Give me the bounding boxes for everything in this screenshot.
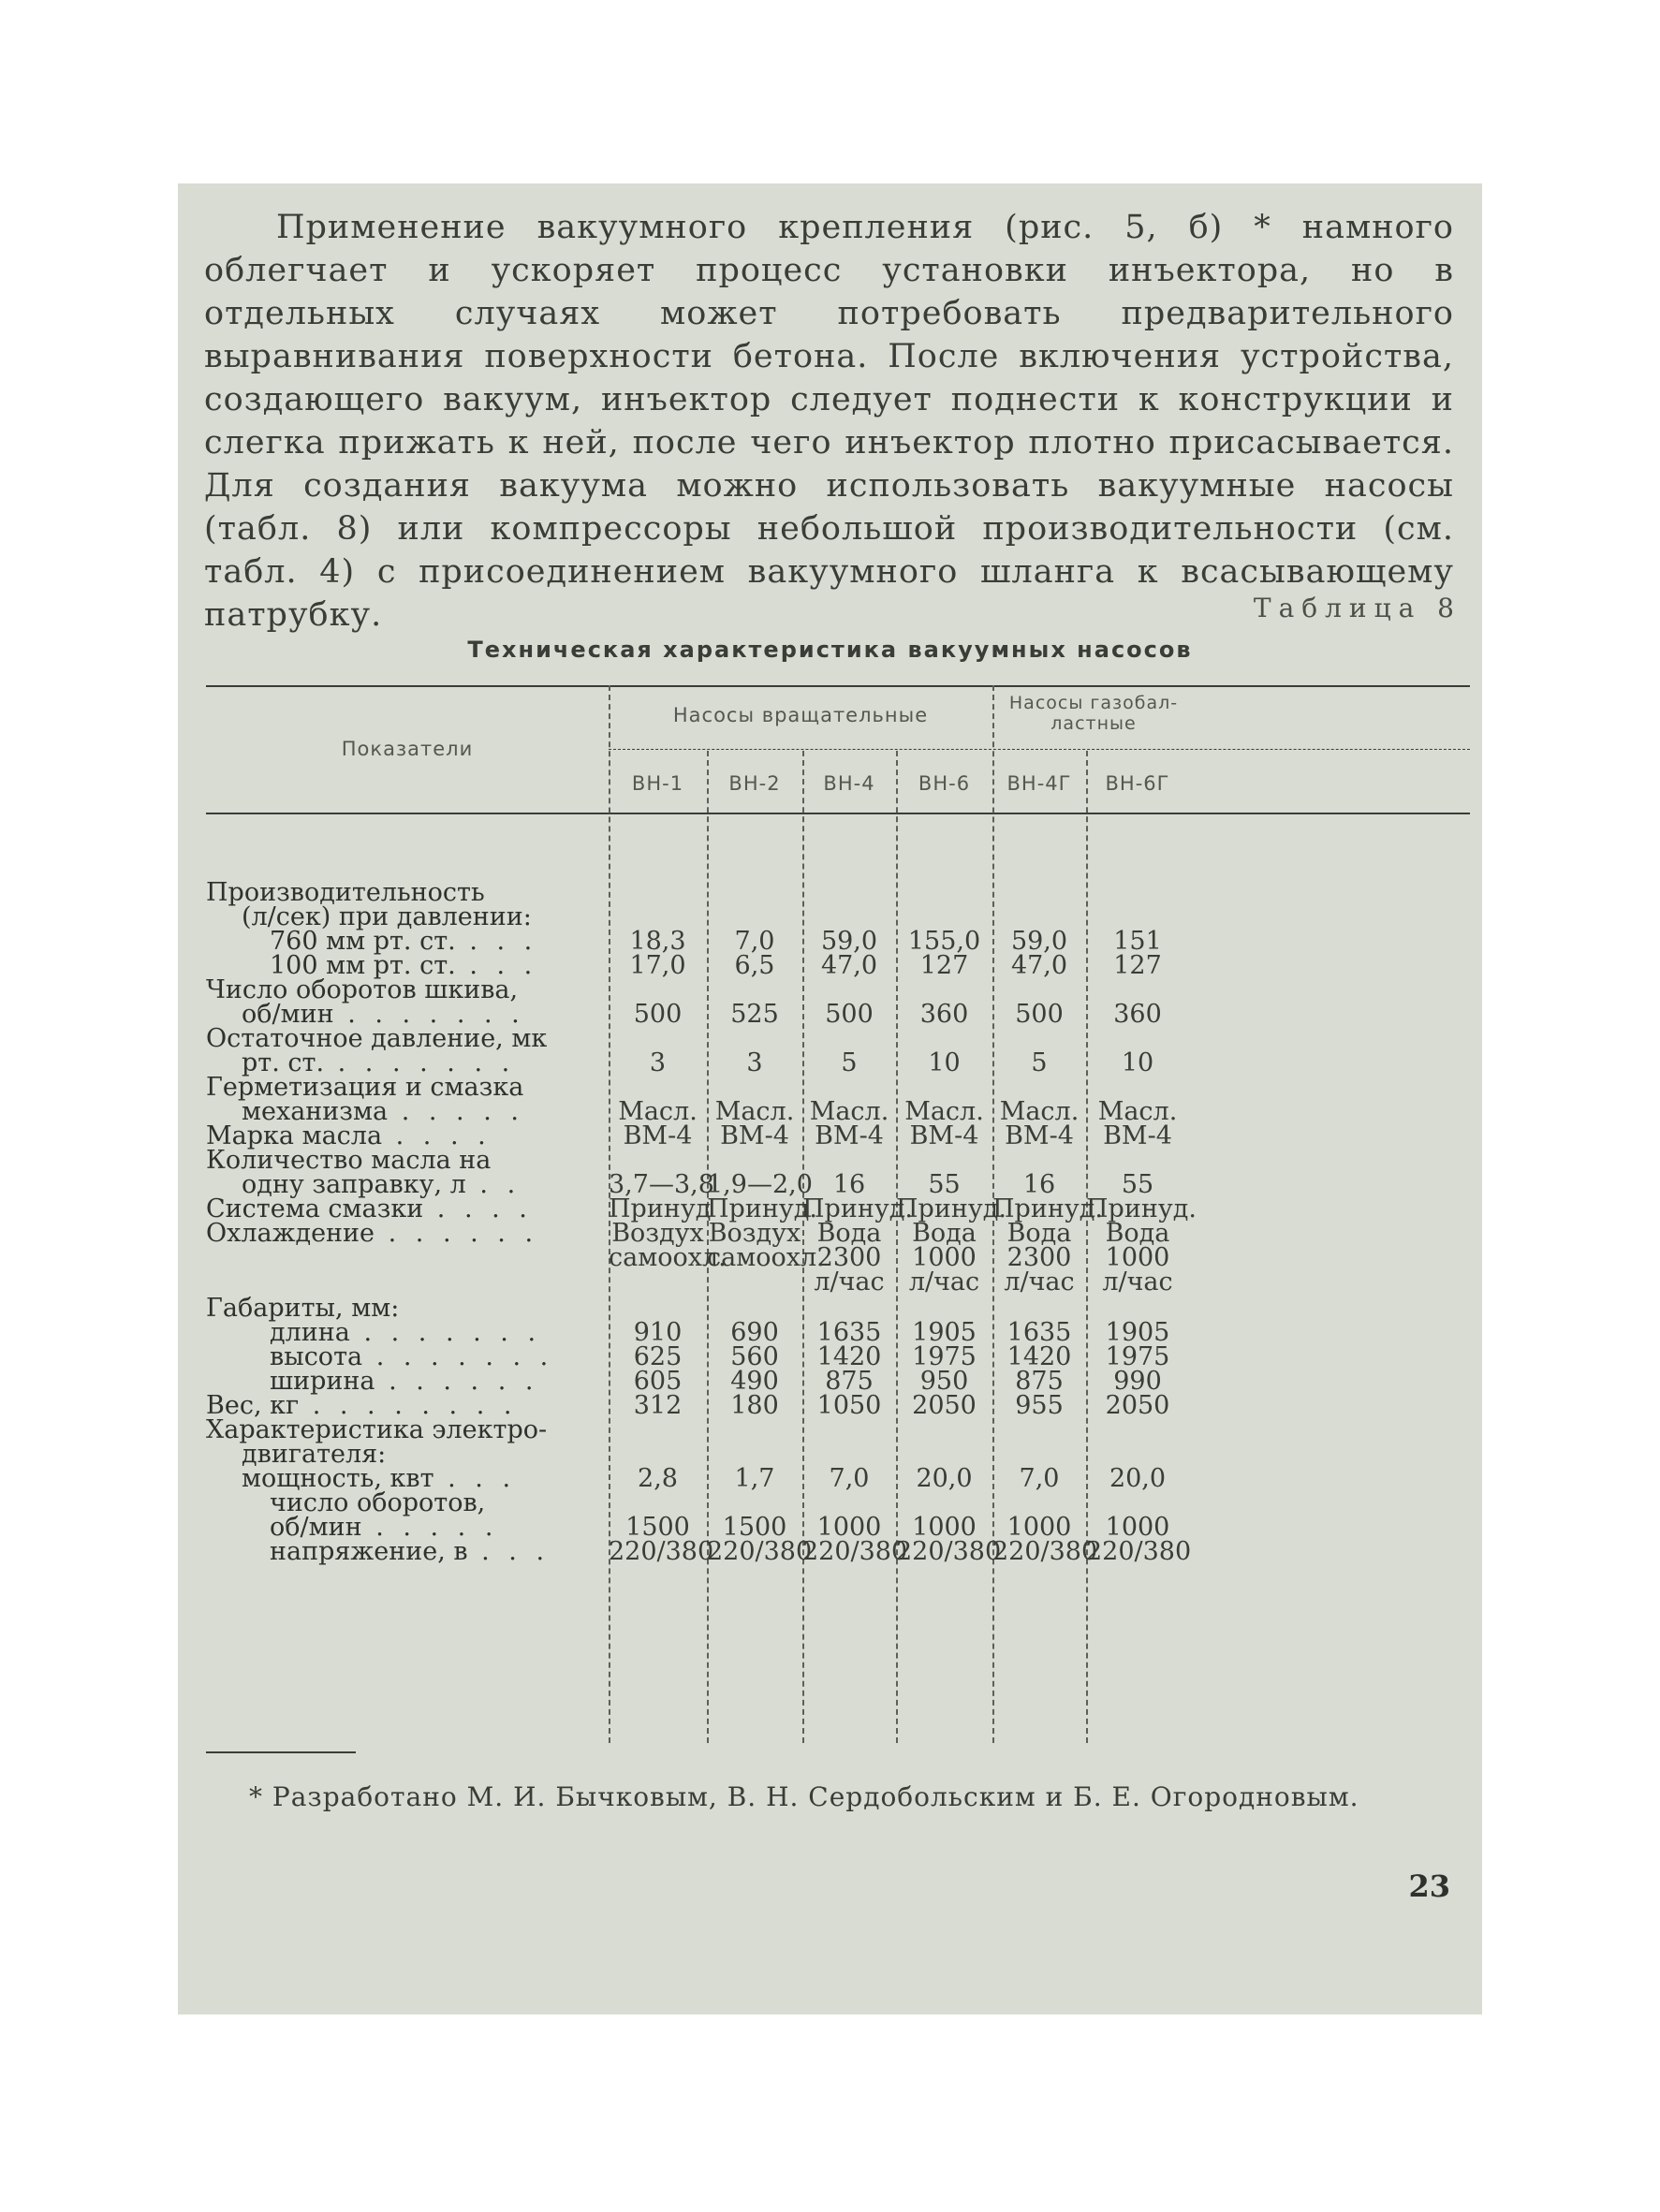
cell-lube-system: Принуд. [1086, 1194, 1197, 1223]
row-label: Производительность [206, 878, 485, 907]
header-model: ВН-2 [728, 772, 781, 795]
row-label: Остаточное давление, мк [206, 1024, 548, 1053]
cell-oil-brand: ВМ-4 [1005, 1121, 1074, 1150]
header-model: ВН-6Г [1105, 772, 1170, 795]
cell-cooling1: Воздух [708, 1219, 801, 1248]
cell-oil-qty: 16 [1022, 1170, 1056, 1199]
row-label: длина . . . . . . . [270, 1318, 542, 1347]
cell-oil-qty: 1,9—2,0 [707, 1170, 813, 1199]
cell-power: 20,0 [1109, 1464, 1167, 1493]
row-label: одну заправку, л . . [242, 1170, 522, 1199]
cell-p100: 127 [919, 951, 969, 980]
cell-motor-rpm: 1500 [625, 1513, 690, 1542]
cell-oil-brand: ВМ-4 [623, 1121, 693, 1150]
cell-cooling3: л/час [908, 1267, 980, 1296]
table-number: Таблица 8 [1253, 593, 1462, 623]
cell-cooling3: л/час [1004, 1267, 1075, 1296]
cell-height: 560 [730, 1342, 779, 1371]
cell-power: 2,8 [638, 1464, 678, 1493]
row-label: механизма . . . . . [242, 1097, 524, 1126]
cell-motor-rpm: 1000 [816, 1513, 882, 1542]
header-bottom-rule [206, 813, 1470, 814]
cell-lube-system: Принуд. [992, 1194, 1103, 1223]
cell-weight: 955 [1015, 1391, 1064, 1420]
cell-cooling3: л/час [814, 1267, 885, 1296]
header-model: ВН-4 [823, 772, 875, 795]
cell-rpm-pulley: 500 [633, 1000, 683, 1029]
header-model: ВН-1 [631, 772, 684, 795]
cell-width: 950 [919, 1367, 969, 1396]
cell-residual: 3 [746, 1048, 763, 1077]
row-label: Герметизация и смазка [206, 1073, 524, 1102]
cell-width: 990 [1113, 1367, 1162, 1396]
cell-height: 1420 [1006, 1342, 1072, 1371]
cell-p760: 18,3 [629, 927, 686, 956]
cell-motor-rpm: 1000 [1105, 1513, 1170, 1542]
cell-oil-brand: ВМ-4 [815, 1121, 884, 1150]
cell-cooling2: 1000 [912, 1243, 977, 1272]
cell-length: 1905 [912, 1318, 977, 1347]
cell-cooling2: самоохл. [707, 1243, 825, 1272]
cell-cooling1: Вода [1006, 1219, 1072, 1248]
book-page [178, 183, 1482, 2014]
footnote-rule [206, 1751, 356, 1753]
body-paragraph: Применение вакуумного крепления (рис. 5, б) * намного облегчает и ускоряет процесс установки инъектора, но в отдельных случаях может потребовать предварительного выравнивания поверхности бетона. После включения устройства, создающего вакуум, инъектор следует поднести к конструкции и слегка прижать к ней, после чего инъектор плотно присасывается. Для создания вакуума можно использовать вакуумные насосы (табл. 8) или компрессоры небольшой производительности (см. табл. 4) с присоединением вакуумного шланга к всасывающему патрубку. [204, 209, 1454, 634]
row-label: число оборотов, [270, 1488, 486, 1517]
row-label: Охлаждение . . . . . . [206, 1219, 539, 1248]
cell-oil-qty: 55 [928, 1170, 961, 1199]
cell-height: 1975 [1105, 1342, 1170, 1371]
row-label: двигателя: [242, 1440, 387, 1469]
row-label: высота . . . . . . . [270, 1342, 554, 1371]
cell-power: 20,0 [916, 1464, 973, 1493]
cell-sealing: Масл. [809, 1097, 889, 1126]
cell-cooling2: 2300 [1006, 1243, 1072, 1272]
cell-voltage: 220/380 [802, 1537, 908, 1566]
cell-length: 690 [730, 1318, 779, 1347]
row-label: 100 мм рт. ст. . . . [270, 951, 538, 980]
table-title: Техническая характеристика вакуумных насосов [467, 637, 1193, 663]
header-model: ВН-6 [918, 772, 971, 795]
cell-cooling2: 2300 [816, 1243, 882, 1272]
cell-sealing: Масл. [999, 1097, 1080, 1126]
cell-cooling2: 1000 [1105, 1243, 1170, 1272]
cell-width: 490 [730, 1367, 779, 1396]
row-label: Габариты, мм: [206, 1294, 400, 1323]
row-label: Количество масла на [206, 1146, 492, 1175]
cell-cooling3: л/час [1102, 1267, 1173, 1296]
row-label: мощность, квт . . . [242, 1464, 517, 1493]
row-label: Вес, кг . . . . . . . . [206, 1391, 518, 1420]
cell-length: 1635 [1006, 1318, 1072, 1347]
cell-residual: 3 [649, 1048, 667, 1077]
row-label: рт. ст. . . . . . . . [242, 1048, 516, 1077]
cell-p760: 151 [1113, 927, 1162, 956]
cell-p100: 47,0 [1010, 951, 1068, 980]
cell-p760: 59,0 [820, 927, 878, 956]
header-model: ВН-4Г [1006, 772, 1072, 795]
cell-motor-rpm: 1000 [912, 1513, 977, 1542]
cell-sealing: Масл. [618, 1097, 698, 1126]
cell-length: 1635 [816, 1318, 882, 1347]
cell-height: 1975 [912, 1342, 977, 1371]
cell-weight: 180 [730, 1391, 779, 1420]
cell-p100: 17,0 [629, 951, 686, 980]
cell-residual: 10 [1121, 1048, 1154, 1077]
cell-oil-brand: ВМ-4 [1103, 1121, 1172, 1150]
cell-sealing: Масл. [904, 1097, 984, 1126]
cell-height: 625 [633, 1342, 683, 1371]
cell-oil-brand: ВМ-4 [909, 1121, 979, 1150]
cell-voltage: 220/380 [707, 1537, 813, 1566]
cell-power: 7,0 [1019, 1464, 1060, 1493]
cell-voltage: 220/380 [609, 1537, 714, 1566]
header-gasballast-pumps: Насосы газобал-ластные [1008, 693, 1179, 734]
cell-cooling1: Вода [1105, 1219, 1170, 1248]
cell-p760: 155,0 [907, 927, 981, 956]
cell-weight: 312 [633, 1391, 683, 1420]
cell-height: 1420 [816, 1342, 882, 1371]
cell-rpm-pulley: 525 [730, 1000, 779, 1029]
cell-voltage: 220/380 [1086, 1537, 1192, 1566]
cell-residual: 5 [841, 1048, 858, 1077]
cell-rpm-pulley: 500 [825, 1000, 874, 1029]
cell-lube-system: Принуд. [896, 1194, 1006, 1223]
cell-weight: 2050 [1105, 1391, 1170, 1420]
cell-lube-system: Принуд [609, 1194, 712, 1223]
cell-width: 875 [825, 1367, 874, 1396]
header-indicators: Показатели [341, 738, 474, 760]
row-label: Число оборотов шкива, [206, 975, 519, 1004]
cell-oil-qty: 55 [1121, 1170, 1154, 1199]
row-label: ширина . . . . . . [270, 1367, 539, 1396]
cell-p100: 127 [1113, 951, 1162, 980]
cell-cooling1: Воздух [611, 1219, 704, 1248]
cell-oil-brand: ВМ-4 [720, 1121, 789, 1150]
pump-spec-table [206, 683, 1470, 1746]
row-label: напряжение, в . . . [270, 1537, 551, 1566]
page-number: 23 [1408, 1868, 1450, 1904]
cell-p100: 6,5 [734, 951, 775, 980]
table-top-rule [206, 685, 1470, 687]
cell-power: 1,7 [734, 1464, 775, 1493]
cell-rpm-pulley: 360 [919, 1000, 969, 1029]
cell-motor-rpm: 1500 [722, 1513, 787, 1542]
cell-oil-qty: 16 [832, 1170, 866, 1199]
cell-power: 7,0 [829, 1464, 870, 1493]
cell-voltage: 220/380 [992, 1537, 1098, 1566]
row-label: Марка масла . . . . [206, 1121, 492, 1150]
cell-lube-system: Принуд. [707, 1194, 817, 1223]
cell-length: 1905 [1105, 1318, 1170, 1347]
cell-rpm-pulley: 500 [1015, 1000, 1064, 1029]
cell-p760: 7,0 [734, 927, 775, 956]
cell-sealing: Масл. [1097, 1097, 1178, 1126]
row-label: об/мин . . . . . . . [242, 1000, 525, 1029]
cell-p760: 59,0 [1010, 927, 1068, 956]
cell-width: 875 [1015, 1367, 1064, 1396]
cell-voltage: 220/380 [896, 1537, 1002, 1566]
row-label: (л/сек) при давлении: [242, 902, 532, 931]
header-rotary-pumps: Насосы вращательные [672, 704, 929, 726]
cell-lube-system: Принуд. [802, 1194, 913, 1223]
cell-cooling2: самоохл. [609, 1243, 727, 1272]
cell-sealing: Масл. [714, 1097, 795, 1126]
cell-motor-rpm: 1000 [1006, 1513, 1072, 1542]
row-label: Система смазки . . . . [206, 1194, 533, 1223]
cell-weight: 1050 [816, 1391, 882, 1420]
cell-length: 910 [633, 1318, 683, 1347]
footnote: * Разработано М. И. Бычковым, В. Н. Сердобольским и Б. Е. Огородновым. [249, 1781, 1359, 1812]
cell-width: 605 [633, 1367, 683, 1396]
cell-cooling1: Вода [912, 1219, 977, 1248]
cell-p100: 47,0 [820, 951, 878, 980]
cell-rpm-pulley: 360 [1113, 1000, 1162, 1029]
row-label: об/мин . . . . . [270, 1513, 499, 1542]
cell-residual: 5 [1031, 1048, 1048, 1077]
cell-cooling1: Вода [816, 1219, 882, 1248]
row-label: 760 мм рт. ст. . . . [270, 927, 538, 956]
row-label: Характеристика электро- [206, 1415, 548, 1444]
group-header-rule [609, 749, 1470, 750]
cell-oil-qty: 3,7—3,8 [609, 1170, 714, 1199]
cell-weight: 2050 [912, 1391, 977, 1420]
cell-residual: 10 [928, 1048, 961, 1077]
